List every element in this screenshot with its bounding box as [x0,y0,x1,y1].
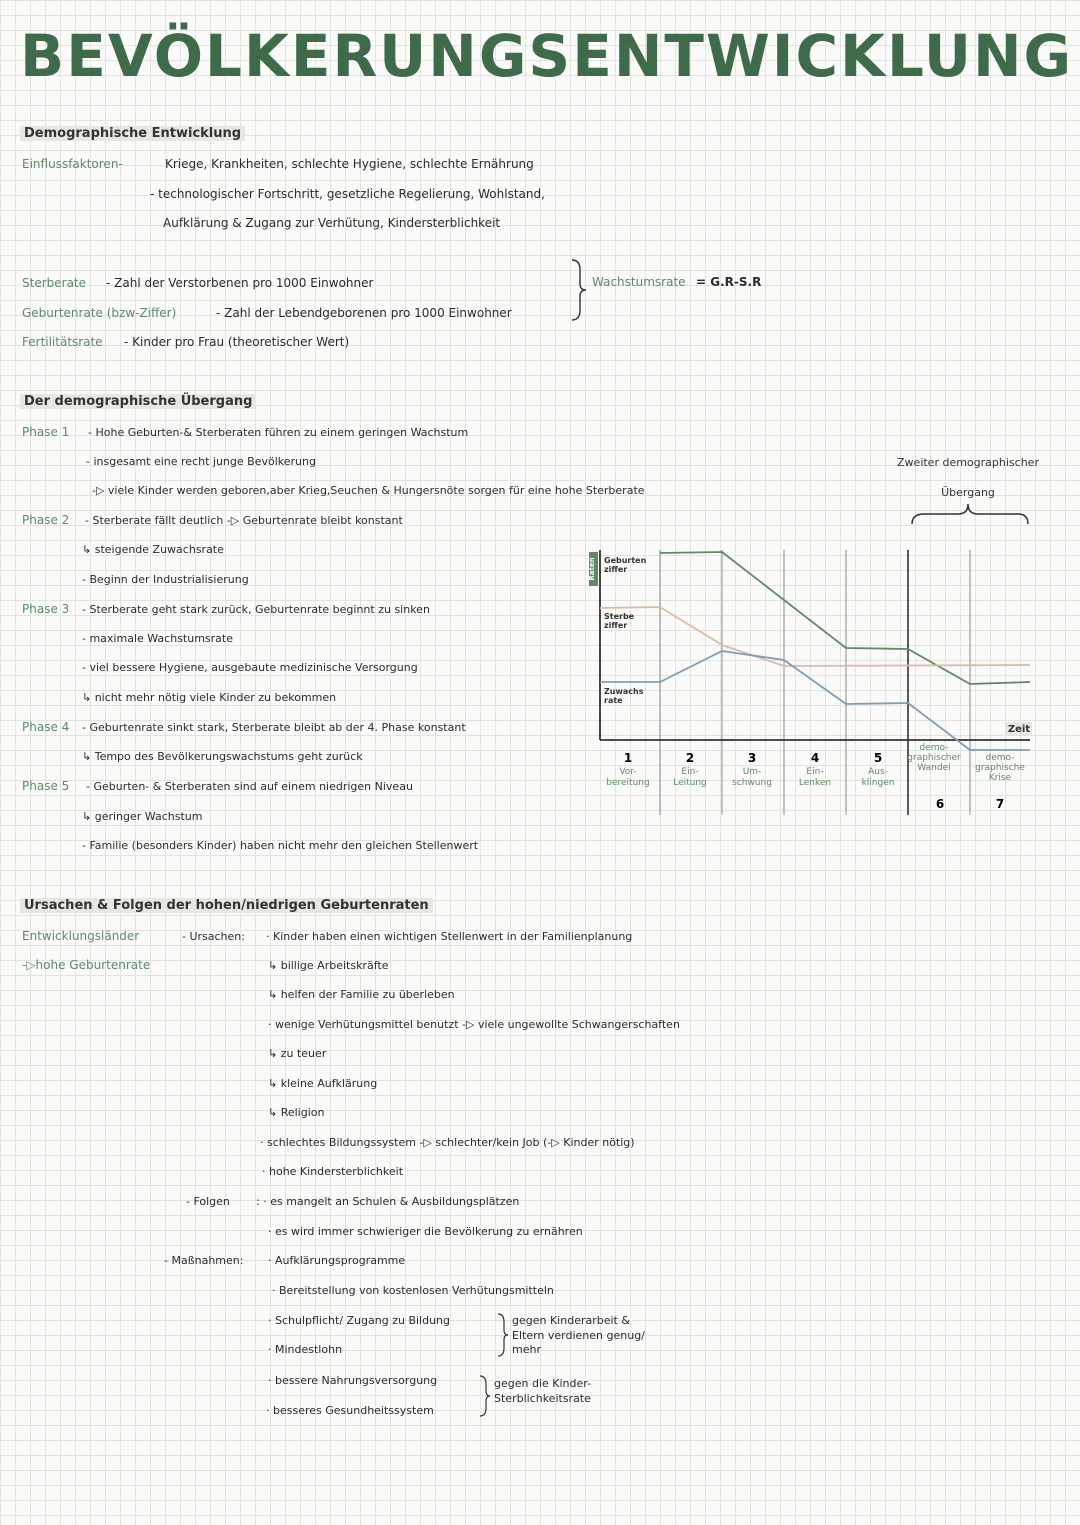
wachstumsrate-label: Wachstumsrate [592,275,686,289]
second-transition-title-1: Zweiter demographischer [897,456,1039,469]
geburtenrate-label: Geburtenrate (bzw-Ziffer) [22,306,177,320]
ursache-1: · Kinder haben einen wichtigen Stellenwert in der Familienplanung [266,930,633,943]
massnahme-4: · Mindestlohn [268,1343,343,1356]
brace-icon [496,1312,510,1358]
ursache-8: · schlechtes Bildungssystem -▷ schlechter/kein Job (-▷ Kinder nötig) [260,1136,635,1149]
phase-label-3 [732,751,772,788]
svg-text:klingen: klingen [861,778,895,788]
ursache-9: · hohe Kindersterblichkeit [262,1165,404,1178]
phase-1-label: Phase 1 [22,425,70,439]
svg-text:Lenken: Lenken [798,778,832,788]
y-axis-label: Raten [588,557,596,581]
phase-2-text-c: - Beginn der Industrialisierung [82,573,249,586]
legend-zuwachs-1: Zuwachs [604,687,644,696]
svg-text:1: 1 [623,751,633,765]
geburtenrate-definition: - Zahl der Lebendgeborenen pro 1000 Einwohner [216,306,512,320]
phase-label-6 [907,743,961,811]
ursache-7: ↳ Religion [268,1106,325,1119]
phase-label-1 [606,751,649,788]
svg-text:graphischer: graphischer [907,753,961,763]
phase-1-text-a: - Hohe Geburten-& Sterberaten führen zu einem geringen Wachstum [88,426,469,439]
wachstumsrate-formula: = G.R-S.R [696,275,762,289]
svg-text:Leitung: Leitung [673,778,707,788]
legend-geburten-1: Geburten [604,556,647,565]
svg-text:graphische: graphische [975,763,1025,773]
svg-text:Vor-: Vor- [619,767,637,777]
phase-3-text-a: - Sterberate geht stark zurück, Geburtenrate beginnt zu sinken [82,603,430,616]
massnahme-6: · besseres Gesundheitssystem [266,1404,434,1417]
svg-text:4: 4 [810,751,820,765]
massnahme-3-4-note-1: gegen Kinderarbeit & [512,1314,630,1327]
phase-3-text-d: ↳ nicht mehr nötig viele Kinder zu bekommen [82,691,337,704]
svg-text:demo-: demo- [985,753,1015,763]
demographic-transition-chart [580,440,1060,830]
section-heading-demographischer-uebergang: Der demographische Übergang [20,394,256,409]
section-heading-demographische-entwicklung: Demographische Entwicklung [20,126,245,141]
svg-text:schwung: schwung [732,778,772,788]
brace-icon [568,258,590,322]
einflussfaktoren-label: Einflussfaktoren- [22,157,123,171]
svg-text:bereitung: bereitung [606,778,650,788]
svg-text:3: 3 [747,751,757,765]
massnahme-3-4-note-3: mehr [512,1343,541,1356]
svg-text:Wandel: Wandel [917,763,951,773]
phase-label-7 [975,753,1025,811]
phase-4-text-a: - Geburtenrate sinkt stark, Sterberate bleibt ab der 4. Phase konstant [82,721,466,734]
sterberate-definition: - Zahl der Verstorbenen pro 1000 Einwohner [106,276,374,290]
section-heading-ursachen-folgen: Ursachen & Folgen der hohen/niedrigen Geburtenraten [20,898,433,913]
folge-1: : · es mangelt an Schulen & Ausbildungsplätzen [256,1195,520,1208]
legend-geburten-2: ziffer [604,565,628,574]
page-title: BEVÖLKERUNGSENTWICKLUNG [20,22,1074,90]
ursache-6: ↳ kleine Aufklärung [268,1077,378,1090]
fertilitaetsrate-label: Fertilitätsrate [22,335,103,349]
phase-2-text-b: ↳ steigende Zuwachsrate [82,543,224,556]
phase-3-text-b: - maximale Wachstumsrate [82,632,234,645]
svg-text:Ein-: Ein- [806,767,824,777]
x-axis-label: Zeit [1007,724,1031,735]
phase-label-2 [673,751,707,788]
massnahmen-label: - Maßnahmen: [164,1254,244,1267]
ursache-5: ↳ zu teuer [268,1047,327,1060]
phase-5-text-b: ↳ geringer Wachstum [82,810,203,823]
ursache-3: ↳ helfen der Familie zu überleben [268,988,455,1001]
svg-text:7: 7 [995,797,1005,811]
massnahme-5: · bessere Nahrungsversorgung [268,1374,438,1387]
folgen-label: - Folgen [186,1195,230,1208]
legend-sterbe-1: Sterbe [604,612,635,621]
svg-text:2: 2 [685,751,695,765]
einflussfaktoren-line-1: Kriege, Krankheiten, schlechte Hygiene, schlechte Ernährung [165,157,534,171]
second-transition-brace [912,504,1028,524]
phase-5-label: Phase 5 [22,779,70,793]
second-transition-title-2: Übergang [941,486,995,499]
phase-5-text-c: - Familie (besonders Kinder) haben nicht mehr den gleichen Stellenwert [82,839,479,852]
phase-5-text-a: - Geburten- & Sterberaten sind auf einem niedrigen Niveau [86,780,413,793]
phase-1-text-b: - insgesamt eine recht junge Bevölkerung [86,455,316,468]
phase-4-text-b: ↳ Tempo des Bevölkerungswachstums geht zurück [82,750,363,763]
massnahme-2: · Bereitstellung von kostenlosen Verhütungsmitteln [272,1284,554,1297]
entwicklungslaender-label: Entwicklungsländer [22,929,140,943]
phase-3-label: Phase 3 [22,602,70,616]
massnahme-5-6-note-2: Sterblichkeitsrate [494,1392,591,1405]
series-geburtenziffer [660,552,1030,684]
einflussfaktoren-line-2: - technologischer Fortschritt, gesetzliche Regelierung, Wohlstand, [150,187,545,201]
svg-text:Krise: Krise [988,773,1012,783]
phase-label-5 [862,751,895,788]
svg-text:Aus-: Aus- [868,767,888,777]
phase-2-text-a: - Sterberate fällt deutlich -▷ Geburtenrate bleibt konstant [85,514,403,527]
massnahme-3-4-note-2: Eltern verdienen genug/ [512,1329,645,1342]
hohe-geburtenrate-label: -▷hohe Geburtenrate [22,958,151,972]
series-sterbeziffer [600,607,1030,666]
svg-text:6: 6 [935,797,945,811]
ursache-2: ↳ billige Arbeitskräfte [268,959,389,972]
ursache-4: · wenige Verhütungsmittel benutzt -▷ viele ungewollte Schwangerschaften [268,1018,680,1031]
phase-label-4 [799,751,831,788]
brace-icon [478,1374,492,1418]
svg-text:Um-: Um- [742,767,762,777]
legend-sterbe-2: ziffer [604,621,628,630]
sterberate-label: Sterberate [22,276,87,290]
phase-1-text-c: -▷ viele Kinder werden geboren,aber Krieg,Seuchen & Hungersnöte sorgen für eine hohe Sterberate [92,484,645,497]
einflussfaktoren-line-3: Aufklärung & Zugang zur Verhütung, Kindersterblichkeit [163,216,501,230]
massnahme-3: · Schulpflicht/ Zugang zu Bildung [268,1314,451,1327]
folge-2: · es wird immer schwieriger die Bevölkerung zu ernähren [268,1225,583,1238]
fertilitaetsrate-definition: - Kinder pro Frau (theoretischer Wert) [124,335,350,349]
svg-text:demo-: demo- [919,743,949,753]
phase-2-label: Phase 2 [22,513,70,527]
svg-text:5: 5 [873,751,883,765]
svg-text:Ein-: Ein- [681,767,699,777]
phase-4-label: Phase 4 [22,720,70,734]
massnahme-5-6-note-1: gegen die Kinder- [494,1377,592,1390]
ursachen-label: - Ursachen: [182,930,245,943]
legend-zuwachs-2: rate [604,696,623,705]
massnahme-1: · Aufklärungsprogramme [268,1254,406,1267]
phase-3-text-c: - viel bessere Hygiene, ausgebaute medizinische Versorgung [82,661,418,674]
